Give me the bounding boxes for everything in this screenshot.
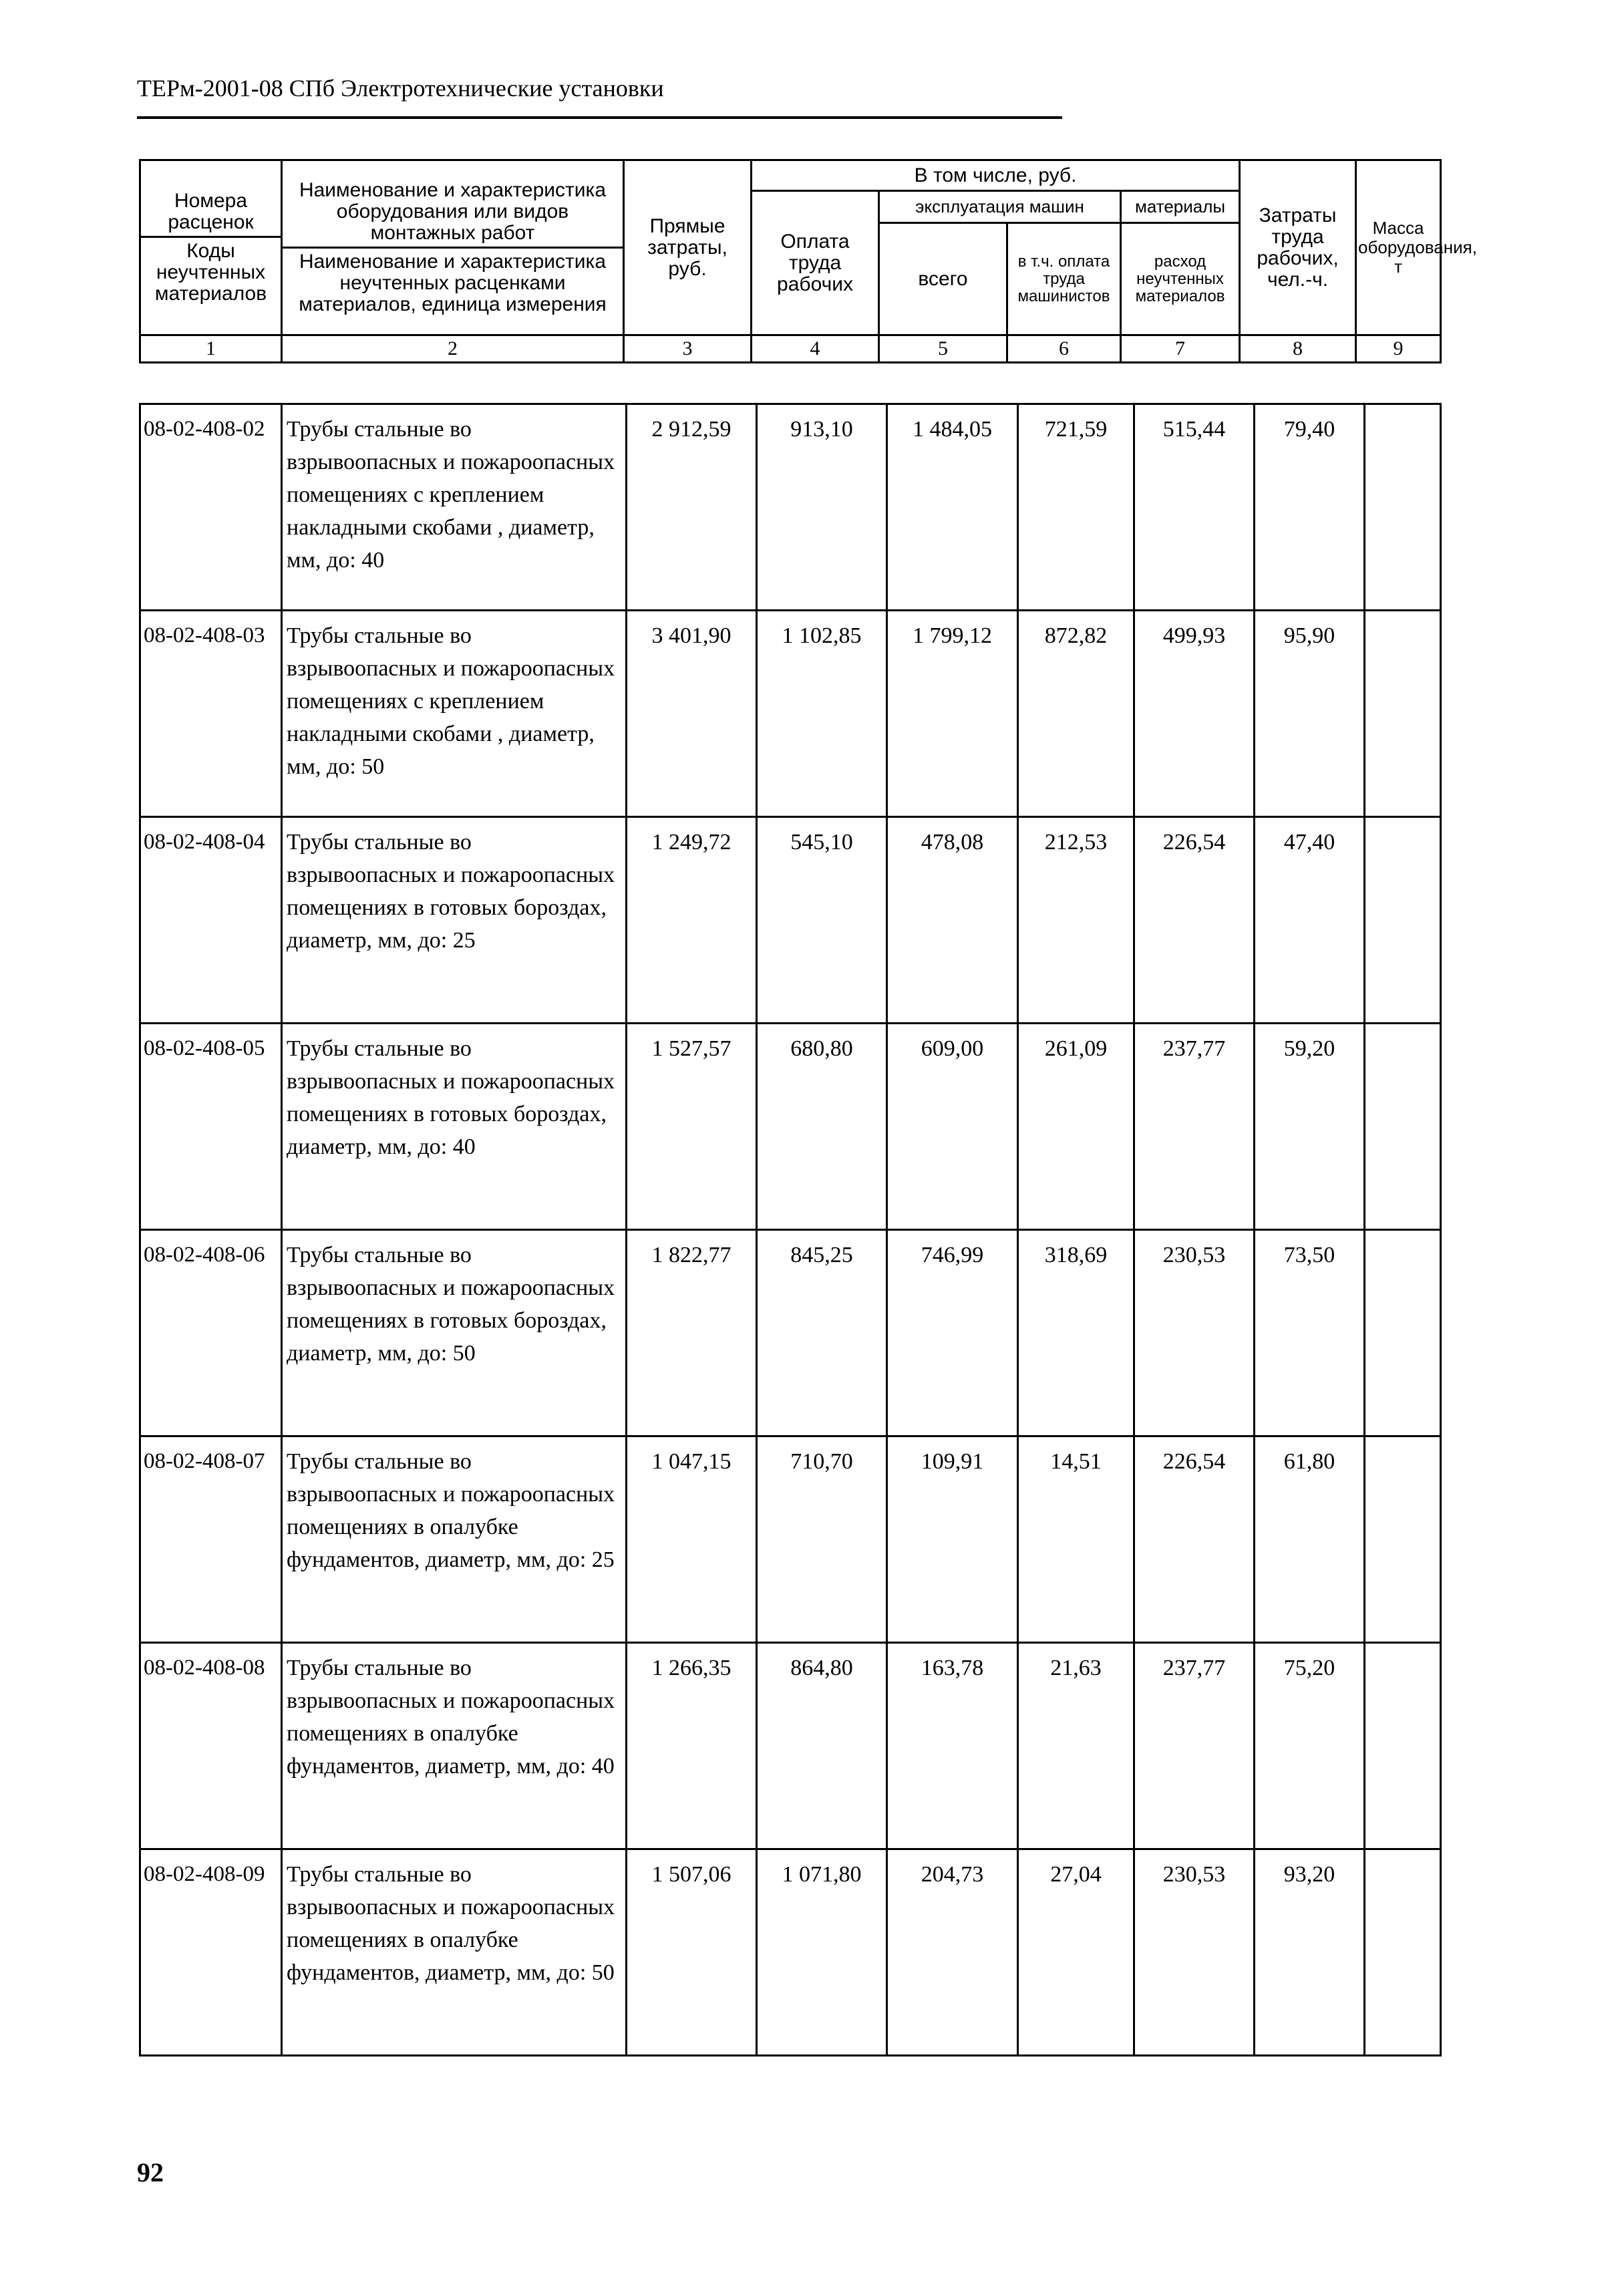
header-col6: в т.ч. оплата труда машинистов xyxy=(1007,223,1121,335)
header-col2-top: Наименование и характеристика оборудования или видов монтажных работ xyxy=(283,178,623,249)
machinist-payment: 721,59 xyxy=(1018,404,1134,611)
machine-costs-total: 1 484,05 xyxy=(887,404,1018,611)
page-number: 92 xyxy=(137,2157,164,2187)
machinist-payment: 21,63 xyxy=(1018,1643,1134,1849)
labor-hours: 73,50 xyxy=(1255,1230,1365,1436)
labor-hours: 61,80 xyxy=(1255,1436,1365,1643)
direct-costs: 1 047,15 xyxy=(627,1436,757,1643)
machine-costs-total: 204,73 xyxy=(887,1849,1018,2056)
labor-hours: 93,20 xyxy=(1255,1849,1365,2056)
column-number-4: 4 xyxy=(752,335,879,363)
machinist-payment: 212,53 xyxy=(1018,817,1134,1024)
machinist-payment: 872,82 xyxy=(1018,611,1134,817)
labor-hours: 47,40 xyxy=(1255,817,1365,1024)
machinist-payment: 261,09 xyxy=(1018,1024,1134,1230)
table-header xyxy=(139,159,1477,363)
labor-payment: 1 071,80 xyxy=(757,1849,887,2056)
rate-code: 08-02-408-07 xyxy=(140,1436,282,1643)
header-col2 xyxy=(282,160,624,335)
direct-costs: 1 822,77 xyxy=(627,1230,757,1436)
work-name: Трубы стальные во взрывоопасных и пожароопасных помещениях с креплением накладными скобами , диаметр, мм, до: 50 xyxy=(282,611,627,817)
work-name: Трубы стальные во взрывоопасных и пожароопасных помещениях с креплением накладными скобами , диаметр, мм, до: 40 xyxy=(282,404,627,611)
materials-consumption: 237,77 xyxy=(1134,1024,1255,1230)
header-group: В том числе, руб. xyxy=(752,160,1240,191)
table-row xyxy=(140,1436,1441,1643)
materials-consumption: 226,54 xyxy=(1134,817,1255,1024)
header-col3: Прямые затраты, руб. xyxy=(624,160,752,335)
labor-payment: 545,10 xyxy=(757,817,887,1024)
work-name: Трубы стальные во взрывоопасных и пожароопасных помещениях в опалубке фундаментов, диаметр, мм, до: 25 xyxy=(282,1436,627,1643)
direct-costs: 1 266,35 xyxy=(627,1643,757,1849)
work-name: Трубы стальные во взрывоопасных и пожароопасных помещениях в готовых бороздах, диаметр, мм, до: 40 xyxy=(282,1024,627,1230)
materials-consumption: 230,53 xyxy=(1134,1849,1255,2056)
header-col5: всего xyxy=(879,223,1007,335)
equipment-mass xyxy=(1365,1230,1441,1436)
header-col8: Затраты труда рабочих, чел.-ч. xyxy=(1240,160,1356,335)
materials-consumption: 499,93 xyxy=(1134,611,1255,817)
machine-costs-total: 163,78 xyxy=(887,1643,1018,1849)
machine-costs-total: 478,08 xyxy=(887,817,1018,1024)
labor-hours: 95,90 xyxy=(1255,611,1365,817)
equipment-mass xyxy=(1365,1436,1441,1643)
rate-code: 08-02-408-09 xyxy=(140,1849,282,2056)
labor-payment: 864,80 xyxy=(757,1643,887,1849)
header-materials: материалы xyxy=(1121,191,1240,223)
header-rule xyxy=(137,116,1062,119)
column-number-2: 2 xyxy=(282,335,624,363)
machinist-payment: 27,04 xyxy=(1018,1849,1134,2056)
rate-code: 08-02-408-06 xyxy=(140,1230,282,1436)
rate-code: 08-02-408-05 xyxy=(140,1024,282,1230)
column-number-1: 1 xyxy=(140,335,282,363)
equipment-mass xyxy=(1365,404,1441,611)
rate-code: 08-02-408-03 xyxy=(140,611,282,817)
labor-hours: 79,40 xyxy=(1255,404,1365,611)
header-col4: Оплата труда рабочих xyxy=(752,191,879,335)
table-row xyxy=(140,1024,1441,1230)
machinist-payment: 14,51 xyxy=(1018,1436,1134,1643)
table-row xyxy=(140,1643,1441,1849)
column-number-5: 5 xyxy=(879,335,1007,363)
direct-costs: 3 401,90 xyxy=(627,611,757,817)
table-row xyxy=(140,404,1441,611)
labor-hours: 75,20 xyxy=(1255,1643,1365,1849)
equipment-mass xyxy=(1365,1024,1441,1230)
header-col1-bottom: Коды неучтенных материалов xyxy=(154,240,267,305)
direct-costs: 1 527,57 xyxy=(627,1024,757,1230)
machine-costs-total: 109,91 xyxy=(887,1436,1018,1643)
materials-consumption: 237,77 xyxy=(1134,1643,1255,1849)
labor-payment: 680,80 xyxy=(757,1024,887,1230)
column-number-6: 6 xyxy=(1007,335,1121,363)
header-machines: эксплуатация машин xyxy=(879,191,1121,223)
work-name: Трубы стальные во взрывоопасных и пожароопасных помещениях в готовых бороздах, диаметр, мм, до: 50 xyxy=(282,1230,627,1436)
materials-consumption: 515,44 xyxy=(1134,404,1255,611)
machine-costs-total: 609,00 xyxy=(887,1024,1018,1230)
header-col7: расход неучтенных материалов xyxy=(1121,223,1240,335)
work-name: Трубы стальные во взрывоопасных и пожароопасных помещениях в готовых бороздах, диаметр, мм, до: 25 xyxy=(282,817,627,1024)
rate-code: 08-02-408-08 xyxy=(140,1643,282,1849)
equipment-mass xyxy=(1365,1643,1441,1849)
column-number-8: 8 xyxy=(1240,335,1356,363)
header-col1-top: Номера расценок xyxy=(141,189,281,238)
equipment-mass xyxy=(1365,1849,1441,2056)
header-col9: Масса оборудования, т xyxy=(1356,160,1441,335)
labor-payment: 710,70 xyxy=(757,1436,887,1643)
labor-payment: 913,10 xyxy=(757,404,887,611)
labor-payment: 845,25 xyxy=(757,1230,887,1436)
work-name: Трубы стальные во взрывоопасных и пожароопасных помещениях в опалубке фундаментов, диаметр, мм, до: 50 xyxy=(282,1849,627,2056)
header-col2-bottom: Наименование и характеристика неучтенных расценками материалов, единица измерения xyxy=(299,251,607,315)
labor-payment: 1 102,85 xyxy=(757,611,887,817)
rates-table xyxy=(139,403,1442,2056)
direct-costs: 1 507,06 xyxy=(627,1849,757,2056)
equipment-mass xyxy=(1365,611,1441,817)
page-header: ТЕРм-2001-08 СПб Электротехнические установки xyxy=(137,75,664,102)
work-name: Трубы стальные во взрывоопасных и пожароопасных помещениях в опалубке фундаментов, диаметр, мм, до: 40 xyxy=(282,1643,627,1849)
rate-code: 08-02-408-02 xyxy=(140,404,282,611)
column-number-7: 7 xyxy=(1121,335,1240,363)
materials-consumption: 226,54 xyxy=(1134,1436,1255,1643)
rate-code: 08-02-408-04 xyxy=(140,817,282,1024)
labor-hours: 59,20 xyxy=(1255,1024,1365,1230)
materials-consumption: 230,53 xyxy=(1134,1230,1255,1436)
header-col1 xyxy=(140,160,282,335)
machinist-payment: 318,69 xyxy=(1018,1230,1134,1436)
machine-costs-total: 746,99 xyxy=(887,1230,1018,1436)
machine-costs-total: 1 799,12 xyxy=(887,611,1018,817)
table-row xyxy=(140,1849,1441,2056)
column-number-3: 3 xyxy=(624,335,752,363)
equipment-mass xyxy=(1365,817,1441,1024)
table-row xyxy=(140,611,1441,817)
column-number-9: 9 xyxy=(1356,335,1441,363)
direct-costs: 1 249,72 xyxy=(627,817,757,1024)
direct-costs: 2 912,59 xyxy=(627,404,757,611)
table-row xyxy=(140,1230,1441,1436)
table-row xyxy=(140,817,1441,1024)
